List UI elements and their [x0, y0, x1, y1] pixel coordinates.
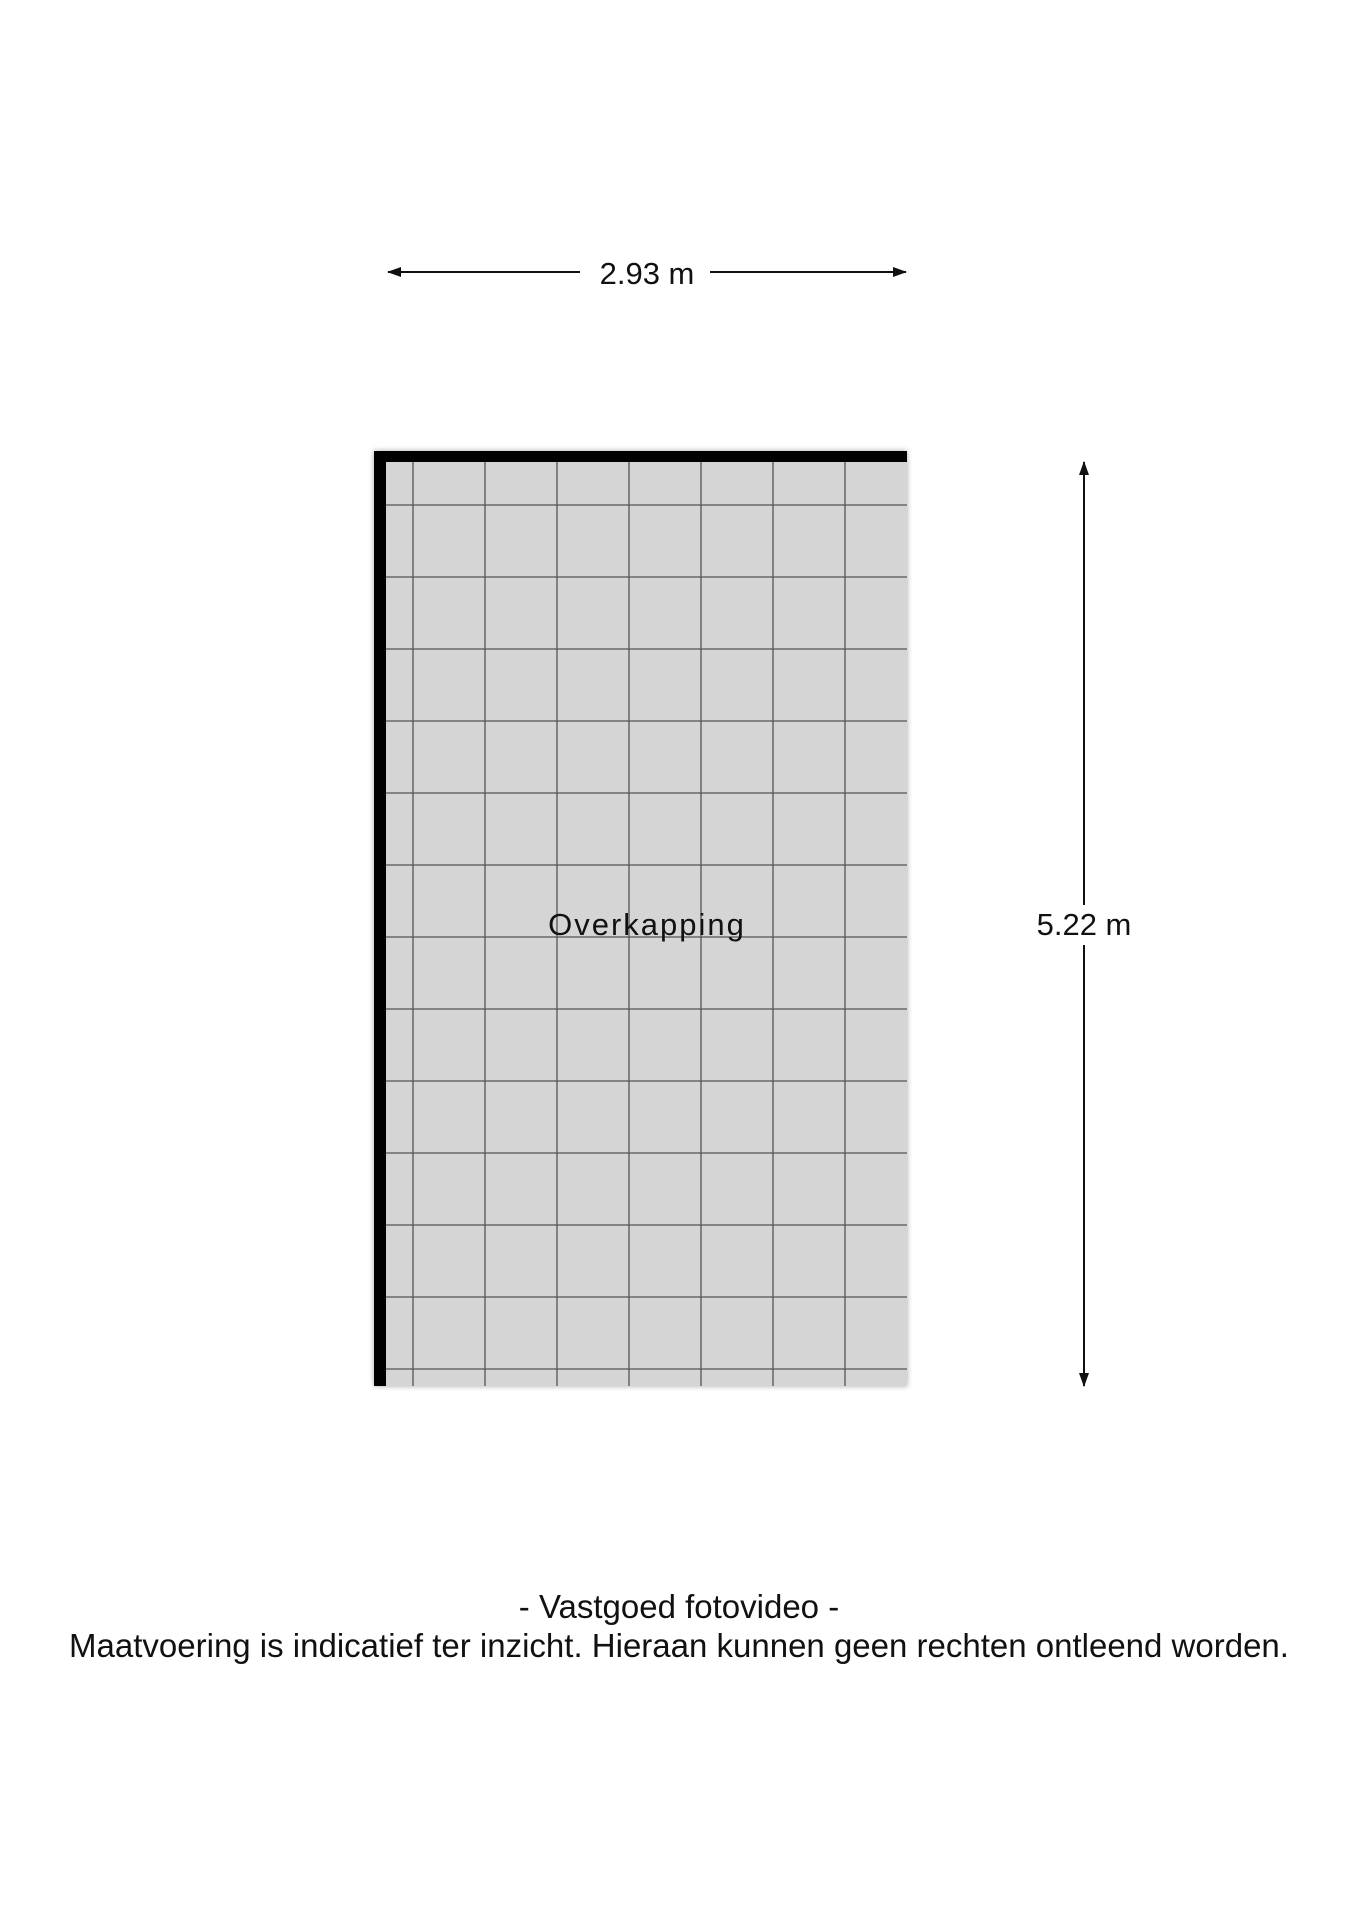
- room-label: Overkapping: [548, 907, 746, 942]
- height-dimension-label: 5.22 m: [1036, 907, 1132, 942]
- room-overkapping: [374, 451, 907, 1386]
- wall-left: [374, 451, 386, 1386]
- footer-disclaimer: Maatvoering is indicatief ter inzicht. Hieraan kunnen geen rechten ontleend worden.: [69, 1627, 1289, 1664]
- width-dimension-label: 2.93 m: [599, 256, 695, 291]
- width-dimension: [388, 256, 906, 291]
- footer-brand: - Vastgoed fotovideo -: [518, 1588, 840, 1625]
- height-dimension: [1037, 462, 1132, 1386]
- wall-top: [374, 451, 907, 462]
